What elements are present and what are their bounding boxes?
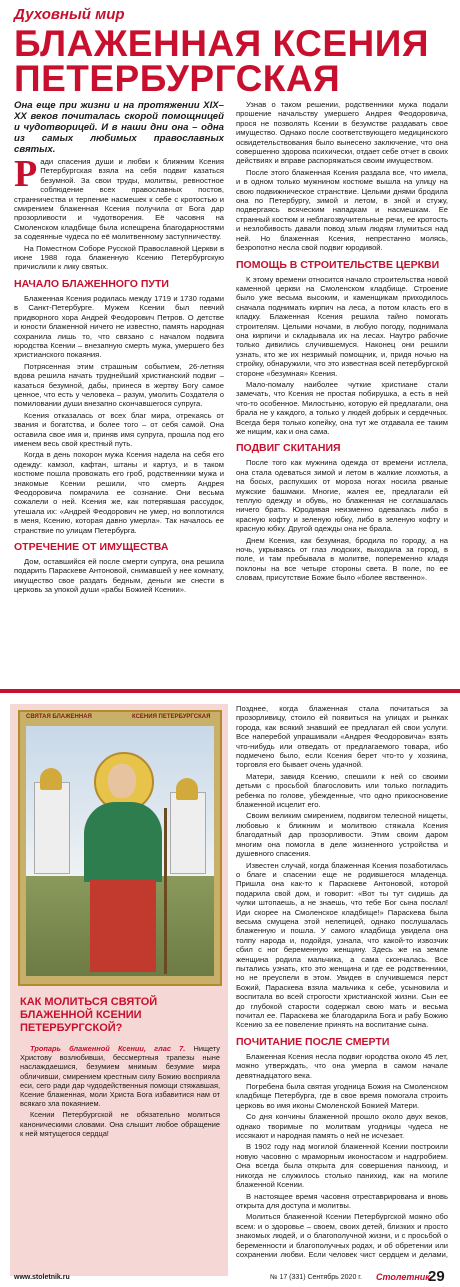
footer-issue: № 17 (331) Сентябрь 2020 г. [270, 1274, 362, 1281]
body-paragraph: Узнав о таком решении, родственники мужа подали прошение начальству умершего Андрея Феодоровича, прося не позволять Ксении в безумстве раздавать свое имущество. Однако после соответствующего медицинского освидетельствования было вынесено заключение, что она совершенно здорова психически, отдает себе отчет в своих действиях и вправе распоряжаться своим имуществом. [236, 100, 448, 166]
body-paragraph: Дом, оставшийся ей после смерти супруга, она решила подарить Параскеве Антоновой, снимавшей у нее комнату, имущество свое раздать бедным, деньги же снести в церковь за упокой души «рабы Божией Ксении». [14, 557, 224, 595]
subhead-veneration: ПОЧИТАНИЕ ПОСЛЕ СМЕРТИ [236, 1035, 390, 1048]
drop-cap: Р [14, 153, 38, 195]
body-paragraph: Блаженная Ксения несла подвиг юродства около 45 лет, можно утверждать, что она умерла в самом начале девятнадцатого века. [236, 1051, 448, 1080]
subhead-wander: ПОДВИГ СКИТАНИЯ [236, 442, 341, 455]
lead-paragraph: Она еще при жизни и на протяжении XIX–XX веков почиталась скорой помощницей и чудотворицей. И в наши дни она – одна из самых любимых православных святых. [14, 100, 224, 155]
subhead-start: НАЧАЛО БЛАЖЕННОГО ПУТИ [14, 277, 169, 290]
body-paragraph: Ксения отказалась от всех благ мира, отрекаясь от звания и богатства, и более того – от себя самой. Она оставила свое имя и, приняв имя супруга, прошла под его именем весь свой крестный путь. [14, 410, 224, 448]
body-paragraph: Днем Ксения, как безумная, бродила по городу, а на ночь, укрываясь от глаз людских, выходила за город, в поле, и там пребывала в молитве, попеременно кладя поклоны на все четыре стороны света. В поле, по ее словам, присутствие Божие было «более явственно». [236, 535, 448, 583]
section-rubric: Духовный мир [14, 6, 125, 23]
tropar-label: Тропарь блаженной Ксении, глас 7. [30, 1044, 186, 1053]
body-paragraph: Блаженная Ксения родилась между 1719 и 1730 годами в Санкт-Петербурге. Мужем Ксении был певчий придворного хора Андрей Феодорович Петров. О детстве и юности блаженной ничего не известно, память народная сохранила лишь то, что связано с началом подвига юродства Ксении – внезапную смерть мужа, умершего без христианского покаяния. [14, 293, 224, 360]
body-paragraph: После этого блаженная Ксения раздала все, что имела, и в одном только мужнином костюме вышла на улицу на свою подвижническое странствие. Целыми днями бродила она по Петербургу, зимой и летом, в зной и стужу, подвергаясь всяческим нападкам и насмешкам. Ее странный костюм и неблагозвучительные речи, ее кротость и незлобивость давали повод злым людям глумиться над ней. Но блаженная Ксения, непрестанно молясь, безропотно несла свой подвиг юродивой. [236, 167, 448, 253]
subhead-church: ПОМОЩЬ В СТРОИТЕЛЬСТВЕ ЦЕРКВИ [236, 258, 440, 271]
body-paragraph: В 1902 году над могилой блаженной Ксении построили новую часовню с мраморным иконостасом и надгробием. Она всегда была открыта для совершения панихид, и никогда не служилось столько панихид, как на могиле блаженной Ксении. [236, 1142, 448, 1190]
church-right-icon [170, 792, 206, 874]
body-paragraph: Погребена была святая угодница Божия на Смоленском кладбище Петербурга, где в свое время помогала строить церковь во имя иконы Смоленской Божией Матери. [236, 1082, 448, 1110]
intro-text: ади спасения души и любви к ближним Ксения Петербургская взяла на себя подвиг казаться безумной. За свои труды, молитвы, ревностное соблюдение всех православных постов, странничества и терпение насмешек к себе с кротостью и смирением блаженная Ксения получила от Бога дар прозорливости и чудотворения. Её часовня на Смоленском кладбище была испещрена благодарностями за содеянные чудеса по её молитвенному заступничеству. [14, 157, 224, 242]
page-number: 29 [428, 1268, 445, 1285]
red-skirt-icon [90, 880, 156, 972]
dome-right-icon [176, 778, 198, 800]
sidebar-note: Ксении Петербургской не обязательно молиться каноническими словами. Она слышит любое обращение к ней мятущегося сердца! [20, 1110, 220, 1138]
staff-icon [164, 808, 167, 974]
icon-caption-left: СВЯТАЯ БЛАЖЕННАЯ [26, 714, 92, 720]
saint-head-icon [108, 764, 136, 798]
body-paragraph: Молиться блаженной Ксении Петербургской можно обо всем: и о здоровье – своем, своих детей, близких и просто знакомых людей, и о благополучной жизни, и с просьбой о беременности и благополучных родах, и об обретении или сохранении любви. Если человек чист сердцем и делами, [236, 1212, 448, 1259]
body-paragraph: Потрясенная этим страшным событием, 26-летняя вдова решила начать труднейший христианский подвиг – казаться безумной, дабы, принеся в жертву Богу самое ценное, что есть у человека – разум, умолить Создателя о помиловании души внезапно скончавшегося супруга. [14, 361, 224, 409]
tropar-text: Нищету Христову возлюбивши, бессмертныя трапезы ныне наслаждаешися, безумием мнимым безумие мира обличивши, смирением крестным силу Божию восприяла еси, сего ради дар чудодейственныя помощи стяжавшая, Ксение блаженная, моли Христа Бога избавитися нам от всякаго зла покаянием. [20, 1044, 220, 1109]
sidebar-text [20, 1044, 220, 1270]
section-divider [0, 689, 460, 693]
body-paragraph: После того как мужнина одежда от времени истлела, она стала одеваться зимой и летом в жалкие лохмотья, а на босых, распухших от мороза ногах носила рваные мужские башмаки. Многие, жалея ее, предлагали ей теплую одежду и обувь, но блаженная не соглашалась ничего брать. Юродивая неизменно одевалась либо в красную кофту и зеленую юбку, либо в зеленую кофту и красную юбку. Другой одежды она не брала. [236, 458, 448, 534]
subhead-renounce: ОТРЕЧЕНИЕ ОТ ИМУЩЕСТВА [14, 541, 169, 554]
church-left-icon [34, 782, 70, 874]
footer-site-link[interactable]: www.stoletnik.ru [14, 1274, 70, 1281]
saint-icon-image [18, 710, 222, 986]
body-paragraph: К этому времени относится начало строительства новой каменной церкви на Смоленском кладбище. Строение было уже весьма высоким, и каменщикам приходилось сначала поднимать кирпич на леса, а потом класть его в кладку. Блаженная Ксения решила тайно помогать строителям. Целыми ночами, в любую погоду, поднимала она кирпичи и складывала их на лесах. Наутро рабочие только дивились случившемуся. Наконец они решили узнать, кто же их незримый помощник, и, придя ночью на стройку, обнаружили, что это известная всей петербургской стороне «безумная» Ксения. [236, 274, 448, 378]
dome-left-icon [40, 768, 62, 790]
icon-caption-right: КСЕНИЯ ПЕТЕРБУРГСКАЯ [132, 714, 211, 720]
page-title: БЛАЖЕННАЯ КСЕНИЯ ПЕТЕРБУРГСКАЯ [14, 23, 429, 99]
body-paragraph: Матери, завидя Ксению, спешили к ней со своими детьми с просьбой благословить или только погладить ребенка по голове, убежденные, что одно прикосновение блаженной исцелит его. [236, 771, 448, 810]
body-paragraph: В настоящее время часовня отреставрирована и вновь открыта для доступа и молитвы. [236, 1191, 448, 1210]
body-paragraph: Мало-помалу наиболее чуткие христиане стали замечать, что Ксения не простая побирушка, а есть в ней что-то особенное. Милостыню, которую ей предлагали, она брала не у каждого, а только у людей добрых и сердечных. Всегда беря только копейку, она тут же отдавала ее таким же нищим, как и она сама. [236, 379, 448, 436]
intro-paragraph [14, 153, 224, 242]
intro-paragraph-2: На Поместном Соборе Русской Православной Церкви в июне 1988 года блаженную Ксению Петербургскую причислили к лику святых. [14, 243, 224, 272]
body-paragraph: Своим великим смирением, подвигом телесной нищеты, любовью к ближним и молитвою стяжала Ксения благодатный дар прозорливости. Этим своим даром многим она помогла в деле жизненного устройства и душевного спасения. [236, 811, 448, 859]
footer-brand-logo: Столетник [376, 1272, 430, 1282]
column-bottom-middle [236, 704, 448, 1260]
body-paragraph: Позднее, когда блаженная стала почитаться за прозорливицу, стоило ей появиться на улицах и рынках города, как всякий знавший ее предлагал ей свои услуги. Все наперебой упрашивали «Андрея Феодоровича» взять что-нибудь или отведать от предлагаемого товара, ибо подмечено было, если Ксения берет что-то у хозяина, торговля его бывает очень удачной. [236, 704, 448, 770]
page-footer [0, 1268, 460, 1287]
prayer-sidebar [10, 704, 228, 1276]
column-top-left [14, 100, 224, 682]
body-paragraph: Известен случай, когда блаженная Ксения позаботилась о благе и спасении еще не родившегося младенца. Пришла она как-то к Параскеве Антоновой, которой подарила свой дом, и говорит: «Вот ты тут сидишь да чулки штопаешь, а не знаешь, что тебе Бог сына послал! Иди скорее на Смоленское кладбище!» Параскева была весьма смущена этой нелепицей, однако послушалась блаженную и пошла. У самого кладбища увидела она толпу народа и, подойдя, узнала, что какой-то извозчик сбил с ног беременную женщину. Здесь же на земле женщина родила мальчика, а сама скончалась. Все пытались узнать, кто это женщина и где ее родственники, но не преуспели в этом. Увидев в случившемся перст Божий, Параскева взяла мальчика к себе, усыновила и воспитала во всей строгости христианской жизни. Сын ее до глубокой старости содержал свою мать и весьма почитал ее. Параскева же благодарила Бога и рабу Божию Ксению за ее повеление принять на воспитание сына. [236, 860, 448, 1030]
tropar-paragraph [20, 1044, 220, 1108]
body-paragraph: Когда в день похорон мужа Ксения надела на себя его одежду: камзол, кафтан, штаны и картуз, и в таком костюме пошла провожать его гроб, родственники мужа и знакомые Ксении решили, что смерть Андрея Феодоровича помрачила ее сознание. Они весьма сожалели о ней. Ксения же, как потерявшая рассудок, утешала их: «Андрей Феодорович не умер, но воплотился в меня, Ксению, которая давно умерла». Так началось ее странствие по улицам Петербурга. [14, 450, 224, 535]
body-paragraph: Со дня кончины блаженной прошло около двух веков, однако творимые по молитвам угодницы чудеса не иссякают и народная память о ней не исчезает. [236, 1112, 448, 1141]
green-cloak-icon [84, 802, 162, 882]
sidebar-title: КАК МОЛИТЬСЯ СВЯТОЙ БЛАЖЕННОЙ КСЕНИИ ПЕТЕРБУРГСКОЙ? [20, 996, 158, 1034]
column-top-right [236, 100, 448, 682]
